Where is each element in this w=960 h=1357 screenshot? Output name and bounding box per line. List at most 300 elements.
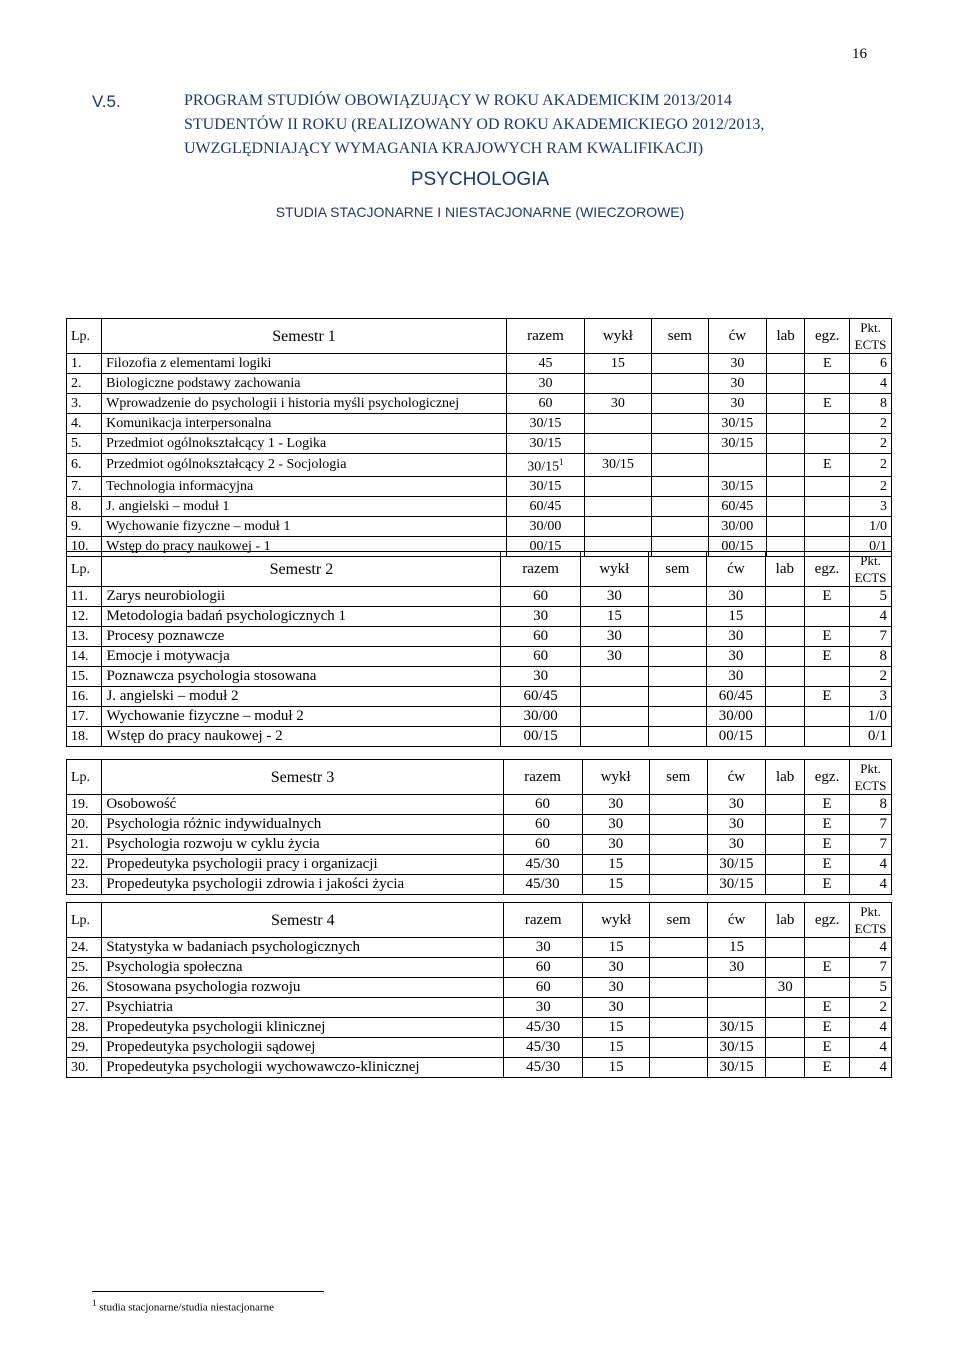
cell-razem-value: 45/30: [525, 856, 560, 872]
cell-ects-value: 5: [879, 979, 887, 995]
cell-lp-value: 3.: [71, 396, 82, 411]
cell-egz: [805, 1058, 850, 1078]
cell-name: [102, 1038, 504, 1058]
cell-cw-value: 30/15: [721, 416, 754, 431]
cell-egz-value: E: [822, 999, 832, 1015]
cell-wykl: [584, 476, 651, 496]
cell-egz-value: E: [822, 836, 832, 852]
cell-wykl-value: 15: [608, 1059, 624, 1075]
cell-razem: [501, 687, 581, 707]
cell-razem-value: 30/15: [529, 416, 562, 431]
cell-lp-value: 26.: [71, 980, 89, 995]
semester-header-row: [67, 903, 892, 938]
cell-lp-value: 15.: [71, 669, 89, 684]
table-row: [67, 414, 892, 434]
cell-name-value: Propedeutyka psychologii pracy i organizacji: [106, 856, 378, 872]
col-razem-header: razem: [503, 760, 582, 795]
table-row: [67, 516, 892, 536]
cell-wykl: [584, 354, 651, 374]
cell-razem: [506, 414, 584, 434]
program-subtitle: STUDIA STACJONARNE I NIESTACJONARNE (WIECZOROWE): [275, 204, 685, 220]
cell-cw: [707, 875, 766, 895]
cell-cw-value: 60/45: [718, 688, 753, 704]
cell-wykl: [580, 727, 648, 747]
cell-razem-value: 00/15: [523, 728, 558, 744]
cell-cw: [708, 476, 766, 496]
cell-razem: [501, 647, 581, 667]
cell-ects: [850, 938, 892, 958]
col-razem-header: razem: [504, 903, 583, 938]
cell-razem: [506, 354, 584, 374]
cell-ects: [850, 835, 892, 855]
cell-cw: [707, 835, 766, 855]
cell-sem: [651, 394, 708, 414]
cell-cw: [707, 958, 765, 978]
cell-lp: [67, 374, 102, 394]
cell-name: [102, 1058, 504, 1078]
cell-wykl: [584, 434, 651, 454]
cell-razem: [504, 1018, 583, 1038]
cell-cw: [706, 727, 765, 747]
col-lp-header: Lp.: [67, 903, 102, 938]
cell-egz: [805, 1038, 850, 1058]
cell-ects-value: 7: [879, 959, 887, 975]
cell-cw-value: 30/15: [719, 1019, 754, 1035]
cell-wykl: [583, 1018, 650, 1038]
cell-egz: [805, 875, 850, 895]
cell-lp-value: 21.: [71, 837, 89, 852]
cell-lp-value: 11.: [71, 589, 88, 604]
cell-wykl: [583, 1038, 650, 1058]
cell-razem-value: 30/15: [529, 436, 562, 451]
col-cw-header: ćw: [706, 552, 765, 587]
table-row: [67, 394, 892, 414]
cell-razem: [503, 855, 582, 875]
cell-razem-value: 45/30: [526, 1039, 561, 1055]
col-wykl-header: wykł: [583, 903, 650, 938]
cell-razem: [506, 434, 584, 454]
cell-ects-value: 7: [879, 628, 887, 644]
cell-razem: [506, 496, 584, 516]
cell-ects: [850, 958, 892, 978]
cell-lp: [67, 687, 102, 707]
cell-name: [102, 476, 507, 496]
cell-egz: [804, 727, 849, 747]
cell-cw: [707, 815, 766, 835]
cell-razem: [503, 795, 582, 815]
cell-cw-value: 00/15: [721, 538, 754, 554]
cell-razem-value: 30: [533, 668, 549, 684]
cell-lp: [67, 516, 102, 536]
footnote: [92, 1298, 274, 1314]
cell-cw: [708, 454, 766, 477]
cell-lp-value: 8.: [71, 498, 82, 514]
cell-wykl-value: 30: [606, 648, 622, 664]
cell-lab: [766, 354, 805, 374]
cell-lp: [67, 454, 102, 477]
cell-ects: [850, 855, 892, 875]
cell-cw: [706, 627, 765, 647]
pkt-label: Pkt.: [860, 553, 881, 568]
cell-cw: [707, 1018, 765, 1038]
cell-wykl: [583, 938, 650, 958]
cell-lp: [67, 978, 102, 998]
cell-sem: [648, 687, 706, 707]
cell-egz-value: E: [822, 856, 832, 872]
cell-name-value: Przedmiot ogólnokształcący 2 - Socjologia: [106, 457, 347, 473]
cell-egz: [805, 496, 850, 516]
table-row: [67, 354, 892, 374]
col-egz-header: egz.: [805, 319, 850, 354]
cell-ects-value: 5: [879, 588, 887, 604]
cell-razem: [504, 938, 583, 958]
cell-name-value: Propedeutyka psychologii wychowawczo-klinicznej: [106, 1059, 420, 1075]
cell-wykl: [584, 454, 651, 477]
cell-ects: [850, 1058, 892, 1078]
cell-cw-value: 30/15: [719, 1059, 754, 1075]
col-ects-header: [850, 319, 892, 354]
cell-ects-value: 0/1: [869, 538, 887, 554]
semester-title: Semestr 1: [102, 319, 507, 354]
cell-egz: [805, 414, 850, 434]
cell-razem: [506, 476, 584, 496]
cell-egz-value: E: [822, 1039, 832, 1055]
cell-ects: [850, 607, 892, 627]
cell-cw: [706, 667, 765, 687]
cell-sem: [650, 938, 708, 958]
cell-wykl-value: 15: [606, 608, 622, 624]
cell-name-value: Osobowość: [106, 796, 177, 812]
col-ects-header: [850, 552, 892, 587]
table-row: [67, 855, 892, 875]
cell-name-value: Filozofia z elementami logiki: [106, 356, 272, 371]
cell-sem: [648, 667, 706, 687]
cell-lab: [766, 1038, 805, 1058]
cell-lp: [67, 707, 102, 727]
cell-wykl-value: 30: [608, 979, 624, 995]
cell-sem: [649, 815, 707, 835]
cell-lp-value: 24.: [71, 940, 89, 955]
cell-razem-value: 60: [533, 588, 549, 604]
cell-cw: [707, 855, 766, 875]
cell-egz-value: E: [822, 628, 832, 644]
cell-lp: [67, 1018, 102, 1038]
cell-name-value: Psychiatria: [106, 999, 173, 1015]
cell-ects: [850, 1018, 892, 1038]
cell-wykl-value: 30: [608, 836, 624, 852]
cell-cw-value: 30: [730, 356, 745, 371]
table-row: [67, 1018, 892, 1038]
col-lab-header: lab: [766, 319, 805, 354]
cell-lp-value: 13.: [71, 629, 89, 644]
cell-razem-value: 30: [535, 999, 551, 1015]
col-wykl-header: wykł: [582, 760, 649, 795]
cell-lp-value: 23.: [71, 877, 89, 892]
cell-lab: [766, 516, 805, 536]
cell-name: [102, 516, 507, 536]
cell-ects-value: 0/1: [867, 728, 887, 744]
cell-razem-value: 60/45: [529, 498, 562, 514]
cell-name-value: Wstęp do pracy naukowej - 2: [106, 728, 283, 744]
cell-egz: [805, 1018, 850, 1038]
cell-ects-value: 4: [879, 608, 887, 624]
cell-sem: [650, 978, 708, 998]
cell-lp-value: 16.: [71, 689, 89, 704]
cell-lp-value: 19.: [71, 797, 89, 812]
cell-wykl-value: 30: [610, 396, 625, 411]
cell-razem: [504, 1058, 583, 1078]
cell-cw-value: 15: [728, 608, 744, 624]
cell-wykl-value: 15: [608, 1019, 624, 1035]
cell-ects-value: 4: [880, 376, 887, 391]
cell-lp: [67, 414, 102, 434]
table-row: [67, 938, 892, 958]
cell-wykl: [583, 1058, 650, 1078]
cell-sem: [650, 1038, 708, 1058]
cell-name: [102, 687, 501, 707]
cell-name-value: Propedeutyka psychologii klinicznej: [106, 1019, 326, 1035]
cell-egz: [804, 707, 849, 727]
semester-table: [66, 551, 892, 747]
table-row: [67, 707, 892, 727]
cell-name-value: Statystyka w badaniach psychologicznych: [106, 939, 360, 955]
cell-sem: [649, 835, 707, 855]
cell-ects-value: 8: [879, 648, 887, 664]
cell-egz: [805, 998, 850, 1018]
cell-wykl: [580, 687, 648, 707]
table-row: [67, 476, 892, 496]
cell-egz-value: E: [822, 688, 832, 704]
cell-ects: [850, 394, 892, 414]
cell-wykl: [580, 587, 648, 607]
cell-name-value: Emocje i motywacja: [106, 648, 230, 664]
cell-cw: [708, 516, 766, 536]
cell-ects-value: 3: [879, 688, 887, 704]
cell-name-value: Psychologia społeczna: [106, 959, 243, 975]
cell-wykl-value: 15: [608, 856, 624, 872]
cell-lp-value: 30.: [71, 1060, 89, 1075]
cell-ects: [850, 627, 892, 647]
cell-ects-value: 1/0: [869, 518, 887, 534]
cell-lab: [766, 958, 805, 978]
cell-razem-value: 60: [533, 648, 549, 664]
cell-ects: [850, 815, 892, 835]
cell-lab: [766, 1018, 805, 1038]
cell-wykl: [582, 815, 649, 835]
cell-ects: [850, 454, 892, 477]
cell-ects-value: 4: [879, 1059, 887, 1075]
cell-wykl-value: 15: [610, 356, 625, 371]
cell-cw-value: 15: [729, 939, 745, 955]
cell-razem: [503, 835, 582, 855]
cell-sem: [651, 496, 708, 516]
cell-ects-value: 4: [879, 876, 887, 892]
cell-cw: [708, 414, 766, 434]
cell-razem-value: 60/45: [523, 688, 558, 704]
cell-lab: [766, 978, 805, 998]
cell-razem: [501, 667, 581, 687]
col-ects-header: [850, 760, 892, 795]
col-ects-header: [850, 903, 892, 938]
cell-lp-value: 2.: [71, 376, 82, 391]
cell-lab: [766, 1058, 805, 1078]
footnote-separator: [92, 1291, 324, 1292]
cell-ects: [850, 1038, 892, 1058]
cell-razem-value: 60: [538, 396, 553, 411]
cell-ects-value: 6: [880, 356, 887, 371]
cell-cw-value: 30/15: [719, 876, 754, 892]
cell-razem-value: 60: [535, 959, 551, 975]
cell-ects-value: 8: [879, 796, 887, 812]
cell-cw-value: 30: [728, 628, 744, 644]
cell-ects-value: 3: [880, 498, 887, 514]
cell-lp: [67, 938, 102, 958]
cell-lp: [67, 434, 102, 454]
footnote-marker: 1: [92, 1298, 97, 1308]
cell-ects: [850, 434, 892, 454]
table-row: [67, 875, 892, 895]
table-row: [67, 795, 892, 815]
cell-razem: [504, 958, 583, 978]
cell-lp-value: 12.: [71, 609, 89, 624]
cell-razem-value: 30/15: [527, 459, 560, 475]
cell-egz-value: E: [822, 588, 832, 604]
cell-wykl: [584, 496, 651, 516]
cell-lp-value: 20.: [71, 817, 89, 832]
table-row: [67, 998, 892, 1018]
cell-ects: [850, 687, 892, 707]
table-row: [67, 496, 892, 516]
semester-header-row: [67, 760, 892, 795]
cell-lab: [766, 476, 805, 496]
cell-wykl: [580, 667, 648, 687]
cell-ects: [850, 476, 892, 496]
cell-razem: [501, 627, 581, 647]
cell-cw-value: 30/00: [718, 708, 753, 724]
cell-lp: [67, 394, 102, 414]
cell-sem: [648, 647, 706, 667]
col-lab-header: lab: [766, 903, 805, 938]
cell-egz: [805, 516, 850, 536]
cell-sem: [651, 454, 708, 477]
cell-lp-value: 22.: [71, 857, 89, 872]
cell-name: [102, 607, 501, 627]
cell-name: [102, 496, 507, 516]
cell-egz: [805, 855, 850, 875]
pkt-label: Pkt.: [860, 320, 881, 335]
cell-name-value: Stosowana psychologia rozwoju: [106, 979, 301, 995]
cell-wykl: [582, 875, 649, 895]
cell-ects: [850, 707, 892, 727]
cell-lab-value: 30: [777, 979, 793, 995]
cell-egz: [805, 795, 850, 815]
cell-wykl-value: 30: [608, 999, 624, 1015]
cell-cw: [706, 607, 765, 627]
cell-lab: [765, 647, 804, 667]
cell-wykl: [582, 835, 649, 855]
cell-lab: [766, 815, 805, 835]
pkt-label: Pkt.: [860, 904, 881, 919]
cell-lab: [766, 414, 805, 434]
cell-cw: [708, 354, 766, 374]
cell-sem: [650, 1058, 708, 1078]
cell-wykl: [583, 958, 650, 978]
cell-name-value: Psychologia rozwoju w cyklu życia: [106, 836, 320, 852]
cell-ects: [850, 667, 892, 687]
cell-wykl-value: 30/15: [601, 457, 634, 473]
cell-ects: [850, 727, 892, 747]
cell-name-value: Biologiczne podstawy zachowania: [106, 376, 301, 391]
cell-lp-value: 4.: [71, 416, 82, 431]
cell-razem-value: 30/15: [529, 478, 562, 494]
header-line-2: STUDENTÓW II ROKU (REALIZOWANY OD ROKU AKADEMICKIEGO 2012/2013,: [184, 116, 765, 133]
col-wykl-header: wykł: [580, 552, 648, 587]
cell-egz: [805, 978, 850, 998]
cell-name: [102, 667, 501, 687]
header-line-3: UWZGLĘDNIAJĄCY WYMAGANIA KRAJOWYCH RAM KWALIFIKACJI): [184, 140, 704, 157]
cell-egz: [804, 607, 849, 627]
cell-lab: [766, 795, 805, 815]
table-row: [67, 1038, 892, 1058]
col-cw-header: ćw: [707, 903, 765, 938]
cell-lp: [67, 795, 102, 815]
page-number: 16: [852, 46, 867, 62]
cell-razem: [503, 815, 582, 835]
cell-ects-value: 4: [879, 1019, 887, 1035]
cell-razem: [503, 875, 582, 895]
pkt-label: Pkt.: [860, 761, 881, 776]
program-title: PSYCHOLOGIA: [410, 169, 550, 190]
cell-wykl: [582, 795, 649, 815]
semester-header-row: [67, 552, 892, 587]
cell-name: [102, 647, 501, 667]
cell-ects: [850, 516, 892, 536]
cell-name-value: J. angielski – moduł 2: [106, 688, 239, 704]
cell-sem: [648, 587, 706, 607]
cell-lp: [67, 476, 102, 496]
ects-label: ECTS: [854, 337, 887, 352]
cell-wykl: [580, 627, 648, 647]
cell-razem: [501, 607, 581, 627]
cell-name-value: Wychowanie fizyczne – moduł 2: [106, 708, 304, 724]
cell-name-value: Metodologia badań psychologicznych 1: [106, 608, 346, 624]
cell-wykl-value: 15: [608, 876, 624, 892]
col-sem-header: sem: [651, 319, 708, 354]
col-sem-header: sem: [650, 903, 708, 938]
table-row: [67, 627, 892, 647]
cell-razem: [506, 394, 584, 414]
cell-lp-value: 7.: [71, 478, 82, 494]
cell-cw: [706, 687, 765, 707]
cell-cw-value: 00/15: [718, 728, 753, 744]
cell-name-value: Propedeutyka psychologii zdrowia i jakości życia: [106, 876, 405, 892]
cell-egz-value: E: [822, 816, 832, 832]
cell-egz-value: E: [822, 457, 832, 473]
cell-wykl: [584, 394, 651, 414]
footnote-text: studia stacjonarne/studia niestacjonarne: [99, 1301, 274, 1314]
cell-razem: [504, 1038, 583, 1058]
cell-name-value: Psychologia różnic indywidualnych: [106, 816, 322, 832]
cell-ects: [850, 978, 892, 998]
cell-egz: [805, 835, 850, 855]
cell-wykl: [583, 998, 650, 1018]
cell-lab: [765, 687, 804, 707]
cell-ects: [850, 998, 892, 1018]
cell-name-value: Technologia informacyjna: [106, 478, 254, 494]
cell-wykl: [583, 978, 650, 998]
cell-lab: [766, 454, 805, 477]
cell-wykl: [584, 414, 651, 434]
